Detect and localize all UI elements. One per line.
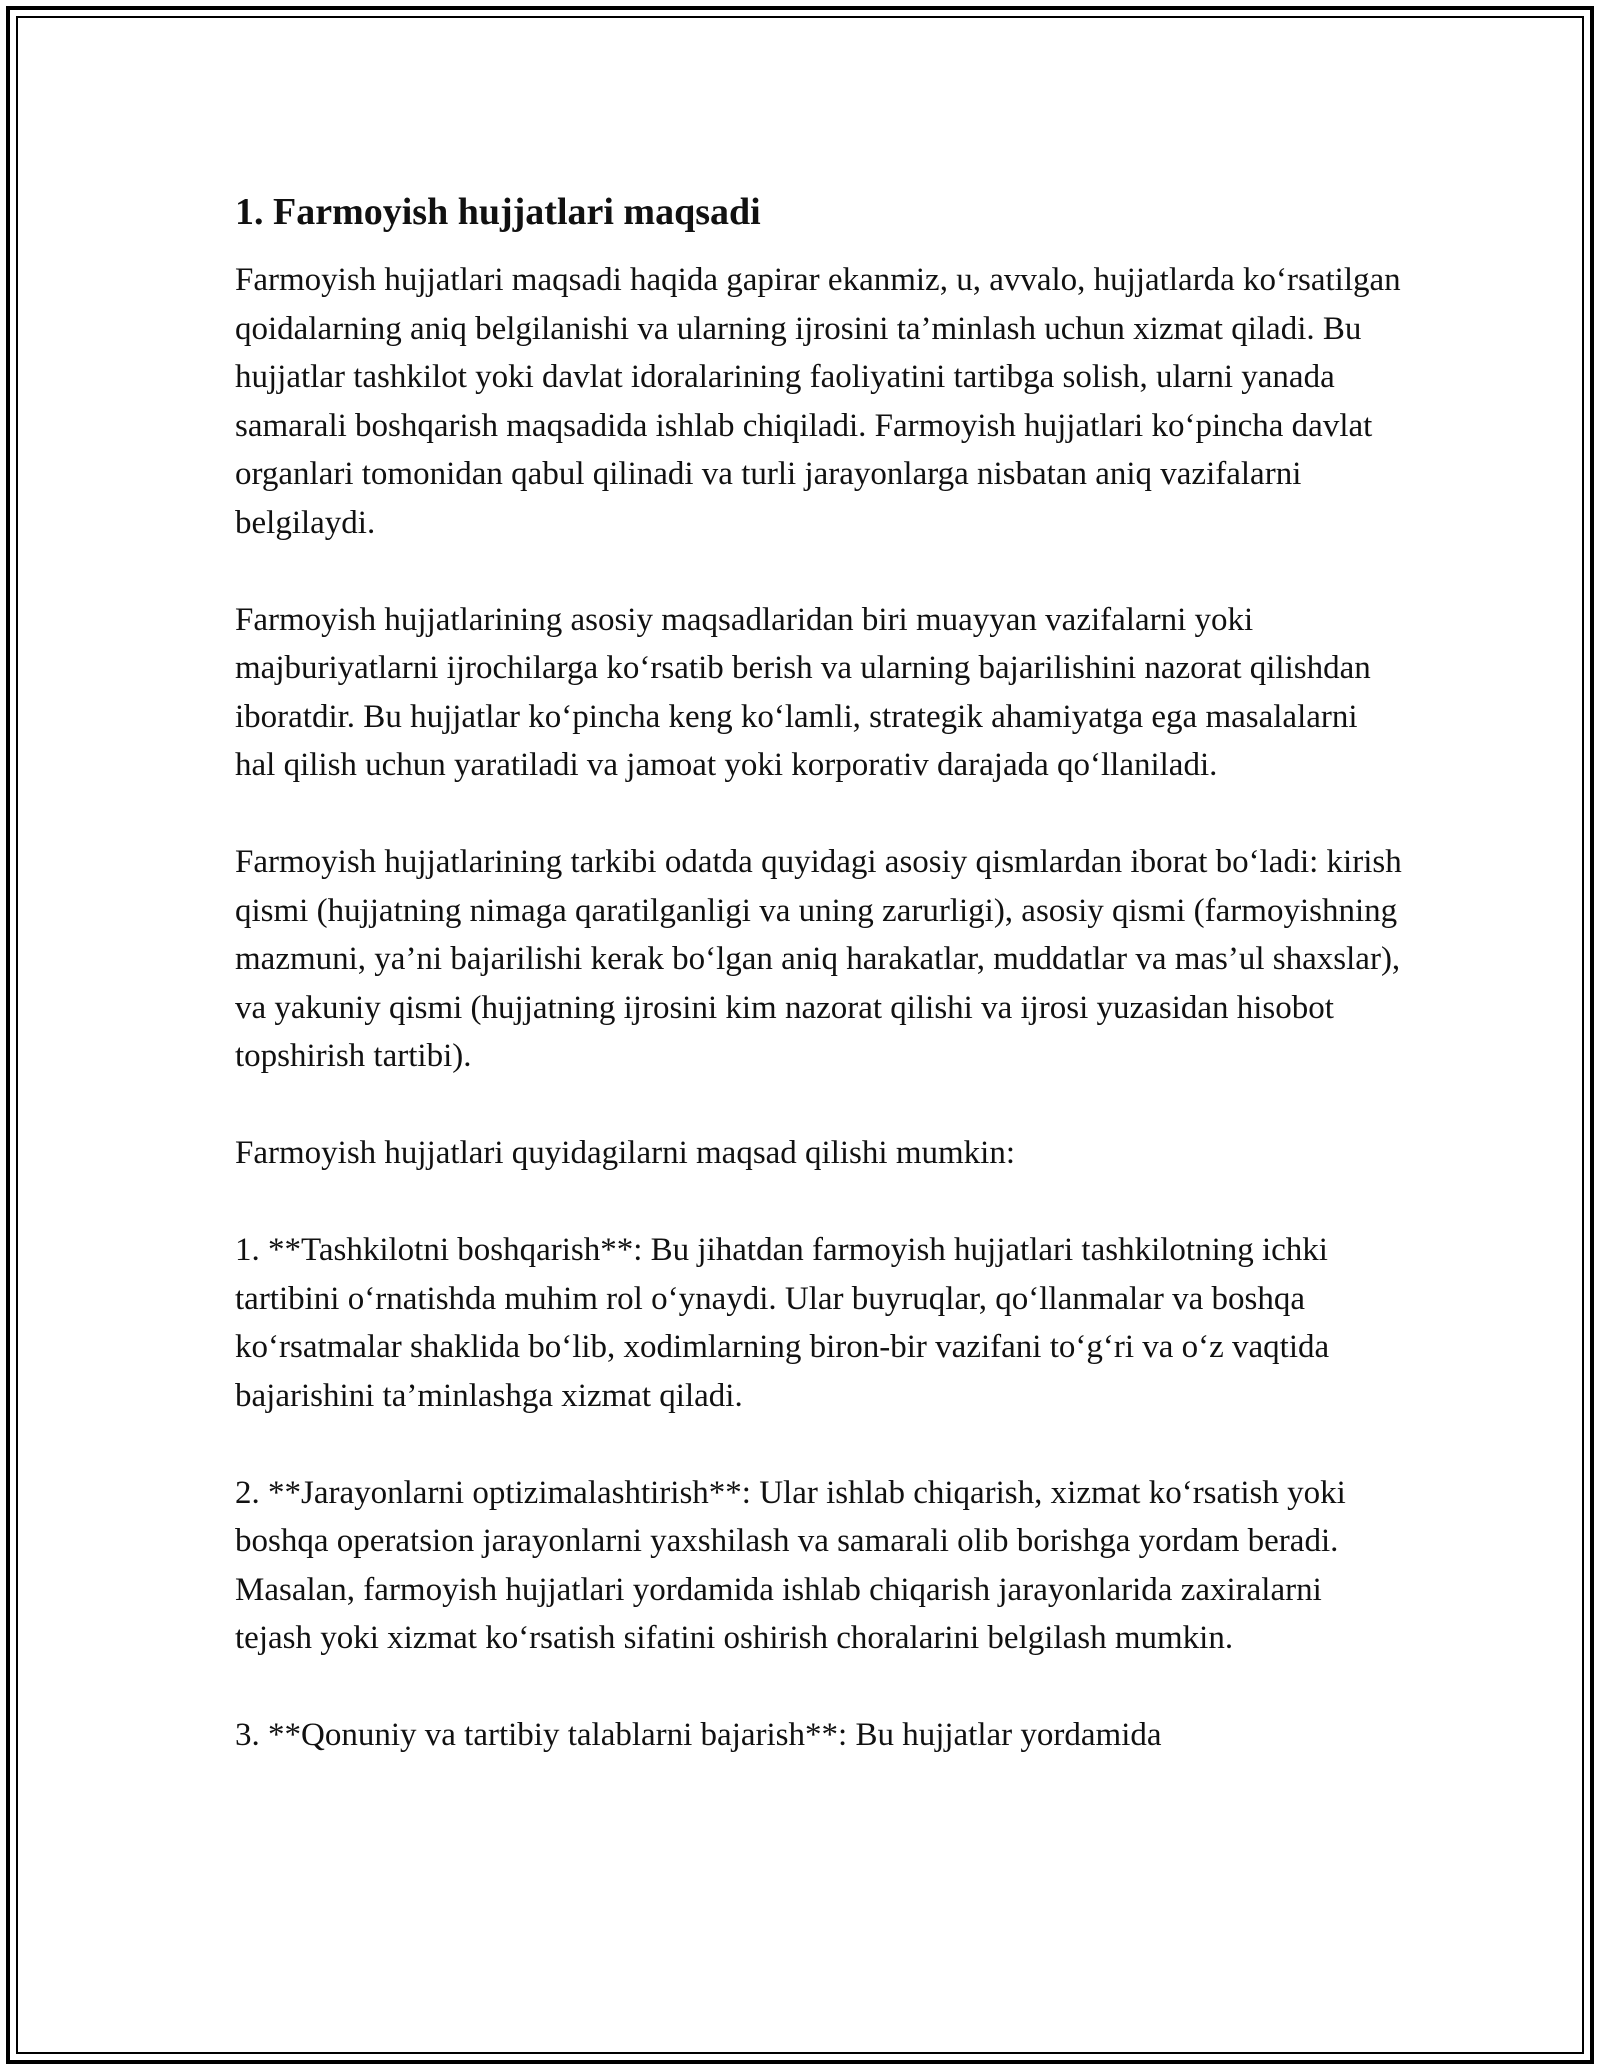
section-heading: 1. Farmoyish hujjatlari maqsadi: [235, 191, 761, 233]
list-item-3: 3. **Qonuniy va tartibiy talablarni bajarish**: Bu hujjatlar yordamida: [235, 1717, 1162, 1753]
paragraph-main-goals: Farmoyish hujjatlarining asosiy maqsadlaridan biri muayyan vazifalarni yoki majburiyatlarni ijrochilarga ko‘rsatib berish va ularning bajarilishini nazorat qilishdan iboratdir. Bu hujjatlar ko‘pincha keng ko‘lamli, strategik ahamiyatga ega masalalarni hal qilish uchun yaratiladi va jamoat yoki korporativ darajada qo‘llaniladi.: [235, 601, 1371, 783]
document-body: [235, 188, 1405, 1760]
list-item-2: 2. **Jarayonlarni optizimalashtirish**: Ular ishlab chiqarish, xizmat ko‘rsatish yoki boshqa operatsion jarayonlarni yaxshilash va samarali olib borishga yordam beradi. Masalan, farmoyish hujjatlari yordamida ishlab chiqarish jarayonlarida zaxiralarni tejash yoki xizmat ko‘rsatish sifatini oshirish choralarini belgilash mumkin.: [235, 1474, 1346, 1656]
paragraph-structure: Farmoyish hujjatlarining tarkibi odatda quyidagi asosiy qismlardan iborat bo‘ladi: kirish qismi (hujjatning nimaga qaratilganligi va uning zarurligi), asosiy qismi (farmoyishning mazmuni, ya’ni bajarilishi kerak bo‘lgan aniq harakatlar, muddatlar va mas’ul shaxslar), va yakuniy qismi (hujjatning ijrosini kim nazorat qilishi va ijrosi yuzasidan hisobot topshirish tartibi).: [235, 844, 1402, 1074]
paragraph-purpose-intro: Farmoyish hujjatlari maqsadi haqida gapirar ekanmiz, u, avvalo, hujjatlarda ko‘rsatilgan qoidalarning aniq belgilanishi va ularning ijrosini ta’minlash uchun xizmat qiladi. Bu hujjatlar tashkilot yoki davlat idoralarining faoliyatini tartibga solish, ularni yanada samarali boshqarish maqsadida ishlab chiqiladi. Farmoyish hujjatlari ko‘pincha davlat organlari tomonidan qabul qilinadi va turli jarayonlarga nisbatan aniq vazifalarni belgilaydi.: [235, 262, 1401, 541]
list-item-1: 1. **Tashkilotni boshqarish**: Bu jihatdan farmoyish hujjatlari tashkilotning ichki tartibini o‘rnatishda muhim rol o‘ynaydi. Ular buyruqlar, qo‘llanmalar va boshqa ko‘rsatmalar shaklida bo‘lib, xodimlarning biron-bir vazifani to‘g‘ri va o‘z vaqtida bajarishini ta’minlashga xizmat qiladi.: [235, 1232, 1330, 1414]
paragraph-list-intro: Farmoyish hujjatlari quyidagilarni maqsad qilishi mumkin:: [235, 1135, 1015, 1171]
